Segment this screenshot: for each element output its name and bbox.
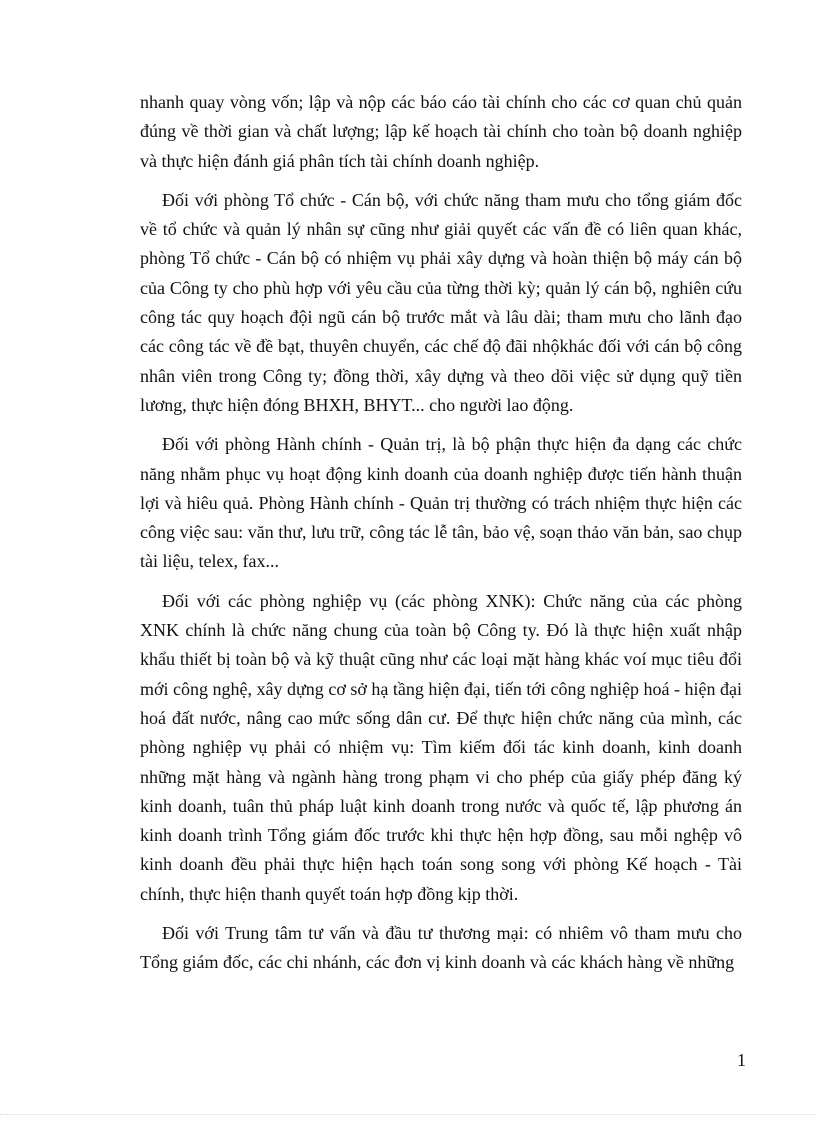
paragraph-business-departments: Đối với các phòng nghiệp vụ (các phòng XNK): Chức năng của các phòng XNK chính là chức năng chung của toàn bộ Công ty. Đó là thực hiện xuất nhập khẩu thiết bị toàn bộ và kỹ thuật cũng như các loại mặt hàng khác voí mục tiêu đổi mới công nghệ, xây dựng cơ sở hạ tầng hiện đại, tiến tới công nghiệp hoá - hiện đại hoá đất nước, nâng cao mức sống dân cư. Để thực hiện chức năng của mình, các phòng nghiệp vụ phải có nhiệm vụ: Tìm kiếm đối tác kinh doanh, kinh doanh những mặt hàng và ngành hàng trong phạm vi cho phép của giấy phép đăng ký kinh doanh, tuân thủ pháp luật kinh doanh trong nước và quốc tế, lập phương án kinh doanh trình Tổng giám đốc trước khi thực hện hợp đồng, sau mỗi nghệp vô kinh doanh đều phải thực hiện hạch toán song song với phòng Kế hoạch - Tài chính, thực hiện thanh quyết toán hợp đồng kịp thời. [140, 590, 742, 904]
paragraph-personnel-department: Đối với phòng Tổ chức - Cán bộ, với chức năng tham mưu cho tổng giám đốc về tổ chức và quản lý nhân sự cũng như giải quyết các vấn đề có liên quan khác, phòng Tổ chức - Cán bộ có nhiệm vụ phải xây dựng và hoàn thiện bộ máy cán bộ của Công ty cho phù hợp với yêu cầu của từng thời kỳ; quản lý cán bộ, nghiên cứu công tác quy hoạch đội ngũ cán bộ trước mắt và lâu dài; tham mưu cho lãnh đạo các công tác về đề bạt, thuyên chuyển, các chế độ đãi nhộkhác đối với cán bộ công nhân viên trong Công ty; đồng thời, xây dựng và theo dõi việc sử dụng quỹ tiền lương, thực hiện đóng BHXH, BHYT... cho người lao động. [140, 189, 742, 415]
document-body [140, 88, 742, 988]
paragraph-administration-department: Đối với phòng Hành chính - Quản trị, là bộ phận thực hiện đa dạng các chức năng nhằm phục vụ hoạt động kinh doanh của doanh nghiệp được tiến hành thuận lợi và hiêu quả. Phòng Hành chính - Quản trị thường có trách nhiệm thực hiện các công việc sau: văn thư, lưu trữ, công tác lễ tân, bảo vệ, soạn thảo văn bản, sao chụp tài liệu, telex, fax... [140, 434, 742, 572]
page-number: 1 [737, 1050, 746, 1070]
paragraph-finance-continued: nhanh quay vòng vốn; lập và nộp các báo cáo tài chính cho các cơ quan chủ quản đúng về thời gian và chất lượng; lập kế hoạch tài chính cho toàn bộ doanh nghiệp và thực hiện đánh giá phân tích tài chính doanh nghiệp. [140, 92, 742, 171]
page-bottom-divider [0, 1114, 816, 1115]
paragraph-consulting-center: Đối với Trung tâm tư vấn và đầu tư thương mại: có nhiêm vô tham mưu cho Tổng giám đốc, các chi nhánh, các đơn vị kinh doanh và các khách hàng về những [140, 923, 742, 973]
